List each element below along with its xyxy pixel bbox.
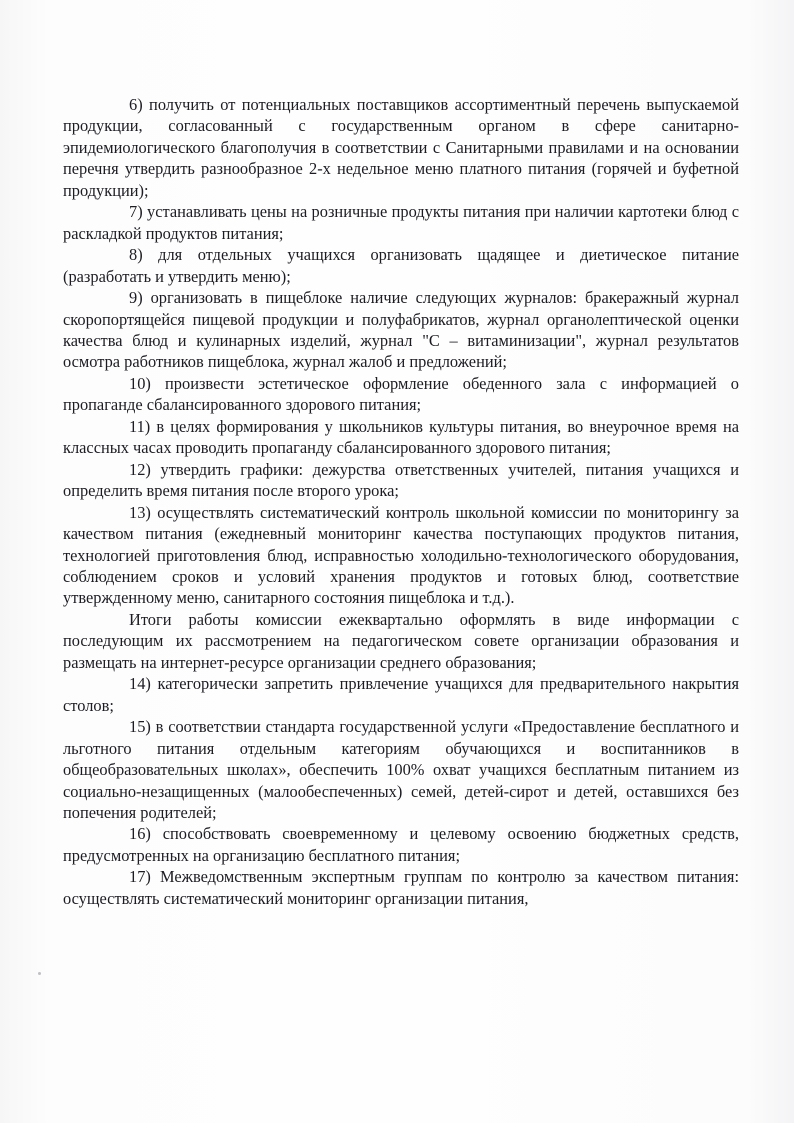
paragraph-item-9: 9) организовать в пищеблоке наличие следующих журналов: бракеражный журнал скоропортящейся пищевой продукции и полуфабрикатов, журнал органолептической оценки качества блюд и кулинарных изделий, журнал "С – витаминизации", журнал результатов осмотра работников пищеблока, журнал жалоб и предложений; (63, 288, 739, 372)
paragraph-item-11: 11) в целях формирования у школьников культуры питания, во внеурочное время на классных часах проводить пропаганду сбалансированного здорового питания; (63, 416, 739, 458)
paragraph-commission-results: Итоги работы комиссии ежеквартально оформлять в виде информации с последующим их рассмотрением на педагогическом совете организации образования и размещать на интернет-ресурсе организации среднего образования; (63, 609, 739, 672)
paragraph-item-6: 6) получить от потенциальных поставщиков ассортиментный перечень выпускаемой продукции, согласованный с государственным органом в сфере санитарно-эпидемиологического благополучия в соответствии с Санитарными правилами и на основании перечня утвердить разнообразное 2-х недельное меню платного питания (горячей и буфетной продукции); (63, 95, 739, 200)
paragraph-item-15: 15) в соответствии стандарта государственной услуги «Предоставление бесплатного и льготного питания отдельным категориям обучающихся и воспитанников в общеобразовательных школах», обеспечить 100% охват учащихся бесплатным питанием из социально-незащищенных (малообеспеченных) семей, детей-сирот и детей, оставшихся без попечения родителей; (63, 717, 739, 822)
paragraph-item-10: 10) произвести эстетическое оформление обеденного зала с информацией о пропаганде сбалансированного здорового питания; (63, 373, 739, 415)
paragraph-item-13: 13) осуществлять систематический контроль школьной комиссии по мониторингу за качеством питания (ежедневный мониторинг качества поступающих продуктов питания, технологией приготовления блюд, исправностью холодильно-технологического оборудования, соблюдением сроков и условий хранения продуктов и готовых блюд, соответствие утвержденному меню, санитарного состояния пищеблока и т.д.). (63, 502, 739, 608)
document-body (63, 94, 739, 909)
scan-speck (38, 972, 41, 975)
paragraph-item-12: 12) утвердить графики: дежурства ответственных учителей, питания учащихся и определить время питания после второго урока; (63, 459, 739, 501)
paragraph-item-14: 14) категорически запретить привлечение учащихся для предварительного накрытия столов; (63, 674, 739, 715)
paragraph-item-8: 8) для отдельных учащихся организовать щадящее и диетическое питание (разработать и утвердить меню); (63, 245, 739, 286)
paragraph-item-17: 17) Межведомственным экспертным группам по контролю за качеством питания: осуществлять систематический мониторинг организации питания, (63, 867, 739, 908)
paragraph-item-16: 16) способствовать своевременному и целевому освоению бюджетных средств, предусмотренных на организацию бесплатного питания; (63, 824, 739, 865)
paragraph-item-7: 7) устанавливать цены на розничные продукты питания при наличии картотеки блюд с раскладкой продуктов питания; (63, 202, 739, 243)
